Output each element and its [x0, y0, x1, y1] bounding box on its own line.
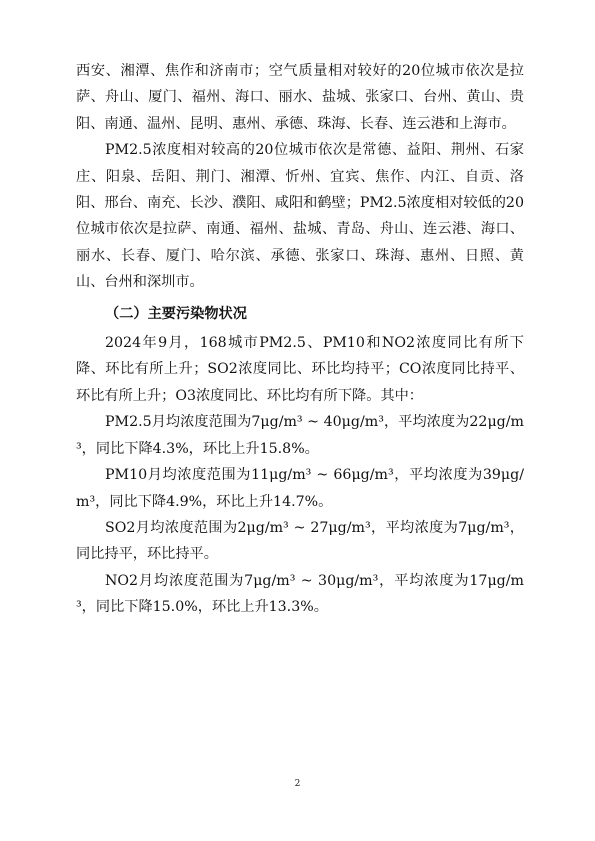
paragraph-continuation: 西安、湘潭、焦作和济南市；空气质量相对较好的20位城市依次是拉萨、舟山、厦门、福州、海口、丽水、盐城、张家口、台州、黄山、贵阳、南通、温州、昆明、惠州、承德、珠海、长春、连云港和上海市。 [76, 63, 524, 132]
document-page [76, 58, 524, 621]
paragraph-so2-stats: SO2月均浓度范围为2μg/m³ ~ 27μg/m³，平均浓度为7μg/m³，同比持平，环比持平。 [76, 519, 524, 563]
paragraph-pm10-stats: PM10月均浓度范围为11μg/m³ ~ 66μg/m³，平均浓度为39μg/m³，同比下降4.9%，环比上升14.7%。 [76, 467, 524, 510]
paragraph-no2-stats: NO2月均浓度范围为7μg/m³ ~ 30μg/m³，平均浓度为17μg/m³，同比下降15.0%，环比上升13.3%。 [76, 572, 524, 616]
paragraph-pm25-ranking: PM2.5浓度相对较高的20位城市依次是常德、益阳、荆州、石家庄、阳泉、岳阳、荆门、湘潭、忻州、宜宾、焦作、内江、自贡、洛阳、邢台、南充、长沙、濮阳、咸阳和鹤壁；PM2.5浓度相对较低的20位城市依次是拉萨、南通、福州、盐城、青岛、舟山、连云港、海口、丽水、长春、厦门、哈尔滨、承德、张家口、珠海、惠州、日照、黄山、台州和深圳市。 [76, 142, 524, 291]
section-heading: （二）主要污染物状况 [105, 305, 247, 322]
paragraph-pm25-stats: PM2.5月均浓度范围为7μg/m³ ~ 40μg/m³，平均浓度为22μg/m³，同比下降4.3%，环比上升15.8%。 [76, 414, 524, 457]
page-number: 2 [294, 779, 301, 789]
paragraph-pollutant-overview: 2024年9月，168城市PM2.5、PM10和NO2浓度同比有所下降、环比有所上升；SO2浓度同比、环比均持平；CO浓度同比持平、环比有所上升；O3浓度同比、环比均有所下降。其中： [76, 335, 524, 404]
